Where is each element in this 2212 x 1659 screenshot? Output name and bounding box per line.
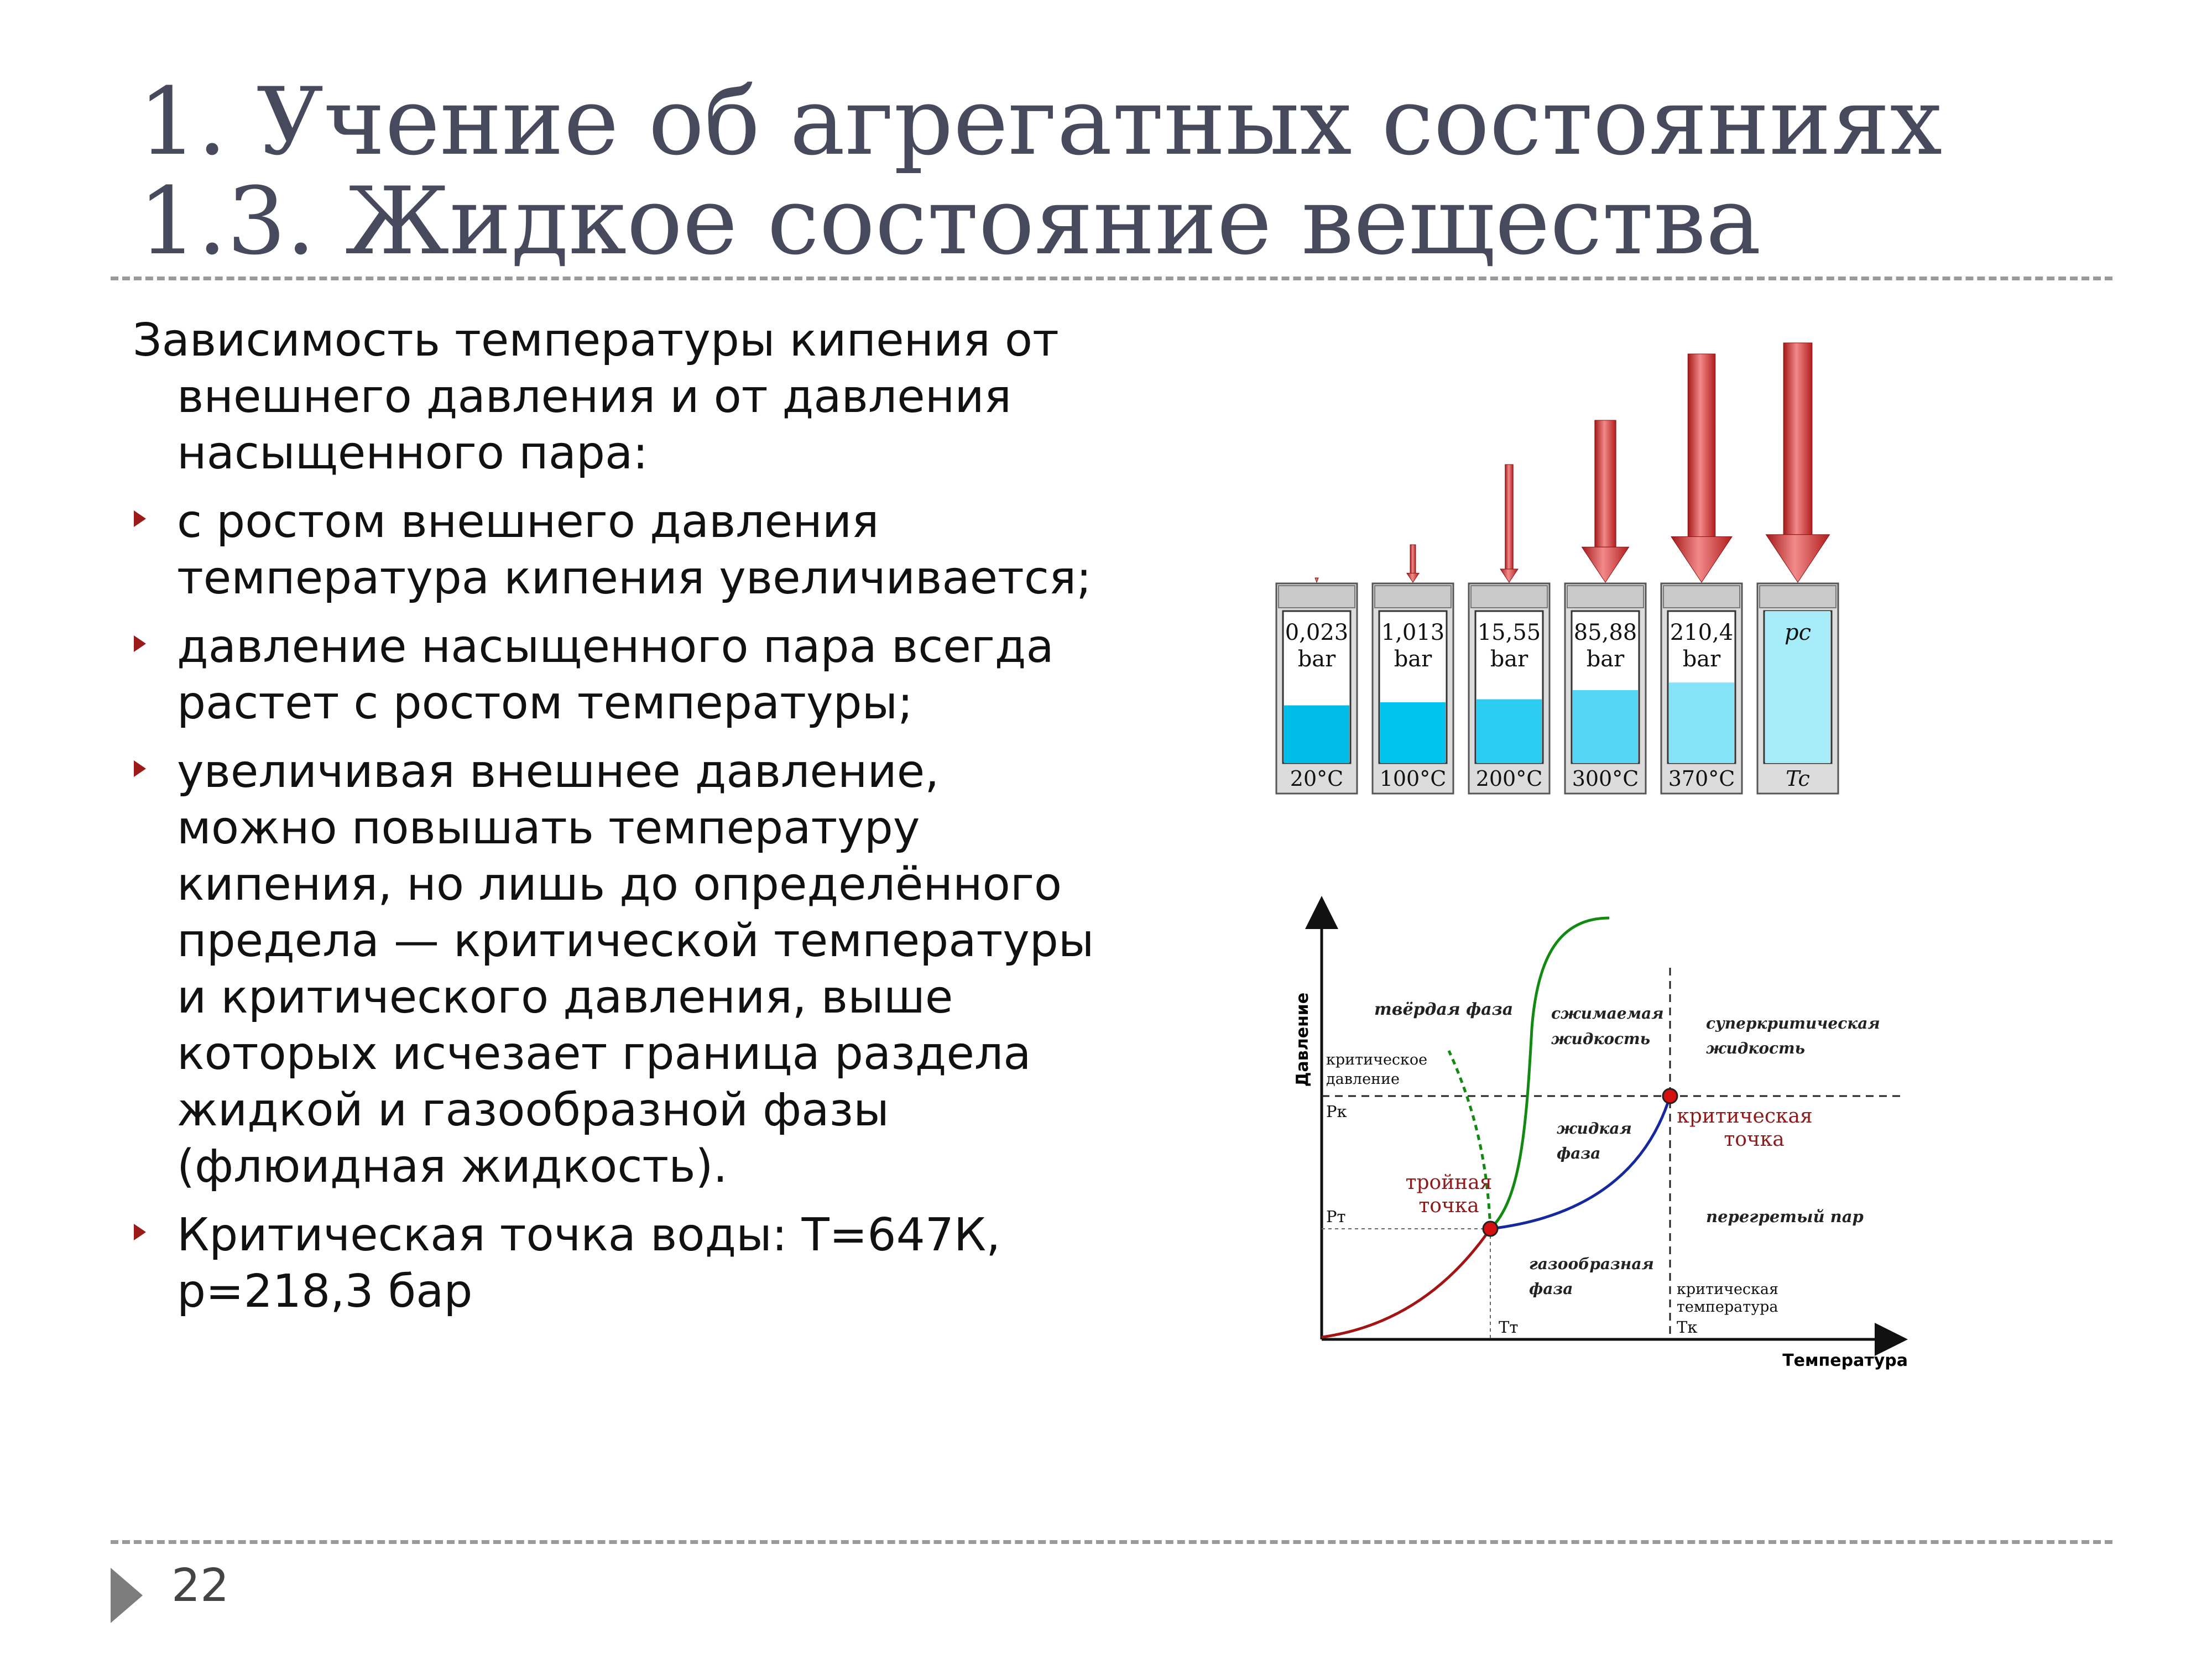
compressible-liquid-label-2: жидкость: [1551, 1030, 1651, 1048]
slide-arrow-icon: [111, 1568, 143, 1623]
cylinder-unit-label: bar: [1297, 646, 1336, 672]
cylinder-piston: [1663, 586, 1740, 608]
triple-point-label-2: точка: [1418, 1194, 1479, 1217]
superheated-vapor-label: перегретый пар: [1706, 1207, 1864, 1226]
triple-point-marker: [1483, 1222, 1498, 1236]
gas-phase-label-2: фаза: [1529, 1280, 1573, 1298]
critical-pressure-label-1: критическое: [1326, 1051, 1428, 1068]
cylinder-unit-label: bar: [1394, 646, 1432, 672]
title-line-2: 1.3. Жидкое состояние вещества: [138, 167, 1761, 275]
bullet-item: [133, 1207, 1106, 1320]
pt-label: Pт: [1326, 1207, 1346, 1226]
pressure-arrow-shaft: [1595, 420, 1616, 547]
page-number: 22: [171, 1559, 229, 1612]
pressure-arrow-shaft: [1688, 354, 1715, 537]
title-line-1: 1. Учение об агрегатных состояниях: [138, 67, 1943, 176]
pk-label: Pк: [1326, 1102, 1347, 1121]
slide-title: [138, 67, 2129, 275]
triple-point-label-1: тройная: [1405, 1171, 1493, 1194]
x-axis-label: Температура: [1782, 1351, 1908, 1370]
cylinder-liquid: [1380, 702, 1446, 763]
compressible-liquid-label-1: сжимаемая: [1551, 1004, 1664, 1022]
pressure-arrow-head: [1407, 573, 1419, 583]
bullet-item: [133, 494, 1106, 607]
cylinder-temperature-label: 300°C: [1572, 766, 1639, 791]
cylinder-pressure-label: 15,55: [1477, 620, 1541, 645]
bullet-text: давление насыщенного пара всегда растет с ростом температуры;: [177, 620, 1054, 729]
slide-body: [133, 312, 1106, 1332]
critical-pressure-label-2: давление: [1326, 1071, 1400, 1088]
cylinder-temperature-label: 20°C: [1290, 766, 1344, 791]
cylinder-liquid: [1669, 682, 1734, 763]
cylinder-pressure-label: 0,023: [1285, 620, 1349, 645]
melting-curve: [1490, 918, 1609, 1229]
cylinder-piston: [1375, 586, 1451, 608]
tk-label: Tк: [1677, 1318, 1698, 1337]
cylinder-unit-label: bar: [1682, 646, 1721, 672]
bullet-marker-icon: [134, 1224, 146, 1240]
pressure-arrow-head: [1500, 569, 1518, 582]
sublimation-curve: [1322, 1229, 1490, 1337]
title-divider: [111, 276, 2112, 280]
critical-point-label-1: критическая: [1677, 1105, 1813, 1128]
intro-paragraph: Зависимость температуры кипения от внешнего давления и от давления насыщенного пара:: [133, 314, 1059, 479]
bullet-text: увеличивая внешнее давление, можно повышать температуру кипения, но лишь до определённого предела — критической температуры и критического давления, выше которых исчезает граница раздела жидкой и газообразной фазы (флюидная жидкость).: [177, 745, 1094, 1193]
bullet-marker-icon: [134, 510, 146, 527]
cylinder-piston: [1279, 586, 1355, 608]
cylinder-unit-label: bar: [1490, 646, 1528, 672]
critical-point-label-2: точка: [1724, 1128, 1785, 1151]
phase-diagram: [1283, 890, 1936, 1377]
cylinder-piston: [1471, 586, 1547, 608]
footer-divider: [111, 1540, 2112, 1544]
cylinder-liquid: [1284, 706, 1349, 764]
gas-phase-label-1: газообразная: [1529, 1255, 1654, 1273]
bullet-text: Критическая точка воды: Т=647К, р=218,3 бар: [177, 1209, 1001, 1318]
cylinder-pressure-label: pc: [1784, 620, 1812, 645]
tt-label: Tт: [1499, 1318, 1519, 1337]
cylinder-temperature-label: 200°C: [1475, 766, 1543, 791]
pressure-arrow-head: [1582, 547, 1629, 582]
bullet-item: [133, 744, 1106, 1195]
pressure-arrow-shaft: [1410, 545, 1416, 573]
pressure-cylinders-figure: [1266, 332, 1864, 807]
pressure-arrow-head: [1766, 535, 1830, 582]
cylinder-liquid: [1477, 700, 1542, 764]
pressure-arrow-head: [1315, 578, 1318, 582]
bullet-item: [133, 619, 1106, 732]
critical-temperature-label-1: критическая: [1677, 1281, 1779, 1298]
bullet-marker-icon: [134, 760, 146, 777]
cylinder-pressure-label: 85,88: [1573, 620, 1637, 645]
critical-temperature-label-2: температура: [1677, 1298, 1778, 1316]
pressure-arrow-shaft: [1783, 343, 1812, 535]
y-axis-label: Давление: [1293, 992, 1312, 1087]
bullet-text: с ростом внешнего давления температура кипения увеличивается;: [177, 495, 1092, 604]
cylinder-unit-label: bar: [1586, 646, 1625, 672]
cylinder-piston: [1567, 586, 1644, 608]
cylinder-temperature-label: 370°C: [1668, 766, 1735, 791]
cylinder-piston: [1760, 586, 1836, 608]
bullet-marker-icon: [134, 635, 146, 652]
cylinder-pressure-label: 1,013: [1381, 620, 1445, 645]
cylinder-pressure-label: 210,4: [1670, 620, 1734, 645]
liquid-phase-label-2: фаза: [1557, 1144, 1601, 1162]
supercritical-fluid-label-1: суперкритическая: [1706, 1014, 1880, 1032]
cylinder-temperature-label: Tc: [1786, 766, 1810, 791]
cylinder-liquid: [1573, 690, 1638, 763]
solid-phase-label: твёрдая фаза: [1374, 1000, 1514, 1019]
pressure-arrow-shaft: [1505, 465, 1513, 569]
critical-point-marker: [1663, 1089, 1677, 1103]
liquid-phase-label-1: жидкая: [1557, 1119, 1632, 1138]
vaporization-curve: [1490, 1096, 1670, 1229]
supercritical-fluid-label-2: жидкость: [1706, 1039, 1806, 1057]
cylinder-temperature-label: 100°C: [1379, 766, 1447, 791]
pressure-arrow-head: [1671, 537, 1732, 583]
